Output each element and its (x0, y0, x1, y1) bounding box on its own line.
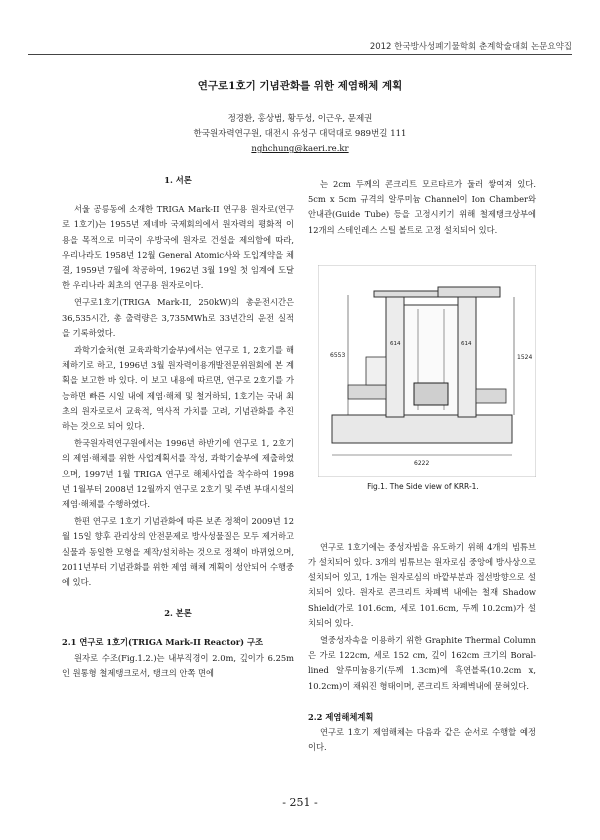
dimension-label: 1524 (517, 354, 533, 361)
subsection-heading: 2.1 연구로 1호기(TRIGA Mark-II Reactor) 구조 (62, 637, 263, 648)
dimension-label: 6222 (414, 460, 430, 467)
left-column (62, 173, 294, 683)
thermal-column (476, 389, 506, 403)
affiliation: 한국원자력연구원, 대전시 유성구 대덕대로 989번길 111 (193, 129, 407, 139)
paragraph: 열중성자속을 이용하기 위한 Graphite Thermal Column은 가로 122cm, 세로 152 cm, 깊이 162cm 크기의 Boral-lined 알루미늄용기(두께 1.3cm)에 흑연블록(10.2cm x, 10.2cm)이 채워진 형태이며, 콘크리트 차폐벽내에 묻혀있다. (308, 635, 536, 691)
paragraph: 는 2cm 두께의 콘크리트 모르타르가 둘러 쌓여져 있다. 5cm x 5cm 규격의 알루미늄 Channel이 Ion Chamber와 안내관(Guide Tube) 등을 고정시키기 위해 철제탱크상부에 12개의 스테인레스 스틸 볼트로 고정 설치되어 있다. (308, 179, 536, 235)
paragraph: 연구로 1호기 제염해체는 다음과 같은 순서로 수행할 예정이다. (308, 727, 536, 753)
running-header: 2012 한국방사성폐기물학회 춘계학술대회 논문요약집 (369, 42, 572, 52)
section-heading-intro: 1. 서론 (164, 175, 192, 185)
dimension-label: 614 (461, 341, 472, 347)
author-names: 정경환, 홍상범, 황두성, 이근우, 문제권 (227, 114, 373, 124)
shield-wall-right (458, 297, 476, 417)
dimension-label: 6553 (330, 352, 346, 359)
page-number: - 251 - (282, 796, 318, 809)
shield-wall-left (386, 297, 404, 417)
paper-title: 연구로1호기 기념관화를 위한 제염해체 계획 (197, 80, 403, 92)
subsection-heading: 2.2 제염해체계획 (308, 711, 374, 722)
concrete-base (332, 415, 512, 443)
figure-caption: Fig.1. The Side view of KRR-1. (367, 482, 479, 491)
beam-tube (348, 385, 386, 399)
paragraph: 과학기술처(현 교육과학기술부)에서는 연구로 1, 2호기를 해체하기로 하고, 1996년 3월 원자력이용개발전문위원회에 본 계획을 보고한 바 있다. 이 보고 내용에 따르면, 연구로 2호기를 가능하면 빠른 시일 내에 제염·해체 및 철거하되, 1호기는 국내 최초의 원자로로서 교육적, 역사적 가치를 고려, 기념관화를 추진하는 것으로 되어 있다. (62, 345, 294, 432)
paragraph: 연구로 1호기에는 중성자빔을 유도하기 위해 4개의 빔튜브가 설치되어 있다. 3개의 빔튜브는 원자로심 중앙에 방사상으로 설치되어 있고, 1개는 원자로심의 바깥부분과 접선방향으로 설치되어 있다. 원자로 콘크리트 차폐벽 내에는 철재 Shadow Shield(가로 101.6cm, 세로 101.6cm, 두께 10.2cm)가 설치되어 있다. (308, 541, 536, 628)
side-step (366, 357, 386, 385)
author-block (0, 112, 600, 157)
paragraph: 한편 연구로 1호기 기념관화에 따른 보존 정책이 2009년 12월 15일 향후 관리상의 안전문제로 방사성물질은 모두 제거하고 실물과 동일한 모형을 제작/설치하는 것으로 정책이 바뀌었으며, 2011년부터 기념관화를 위한 제염 해체 계획이 성안되어 수행중에 있다. (62, 516, 294, 588)
paragraph: 연구로1호기(TRIGA Mark-II, 250kW)의 총운전시간은 36,535시간, 총 출력량은 3,735MWh로 33년간의 운전 실적을 기록하였다. (62, 297, 294, 338)
header-rule (28, 54, 572, 55)
reactor-core (414, 383, 448, 405)
paragraph: 한국원자력연구원에서는 1996년 하반기에 연구로 1, 2호기의 제염·해체를 위한 사업계획서를 작성, 과학기술부에 제출하였으며, 1997년 1월 TRIGA 연구로 해체사업을 착수하여 1998년 1월부터 2008년 12월까지 연구로 2호기 및 주변 부대시설의 제염·해체를 수행하였다. (62, 438, 294, 510)
email-link[interactable]: nghchung@kaeri.re.kr (251, 144, 349, 154)
paragraph: 서울 공릉동에 소재한 TRIGA Mark-II 연구용 원자로(연구로 1호기)는 1955년 제네바 국제회의에서 원자력의 평화적 이용을 목적으로 미국이 우방국에 원자로 건설을 제의함에 따라, 우리나라도 1958년 12월 General Atomic사와 도입계약을 체결, 1959년 7월에 착공하여, 1962년 3월 19일 첫 임계에 도달한 우리나라 최초의 연구용 원자로이다. (62, 204, 294, 291)
paragraph: 원자로 수조(Fig.1.2.)는 내부직경이 2.0m, 깊이가 6.25m인 원통형 철제탱크로서, 탱크의 안쪽 면에 (62, 652, 294, 678)
top-platform (438, 287, 500, 297)
section-heading-body: 2. 본론 (164, 608, 192, 619)
reactor-side-view-figure (318, 265, 536, 477)
dimension-label: 614 (390, 341, 401, 347)
top-ledge (374, 291, 438, 297)
